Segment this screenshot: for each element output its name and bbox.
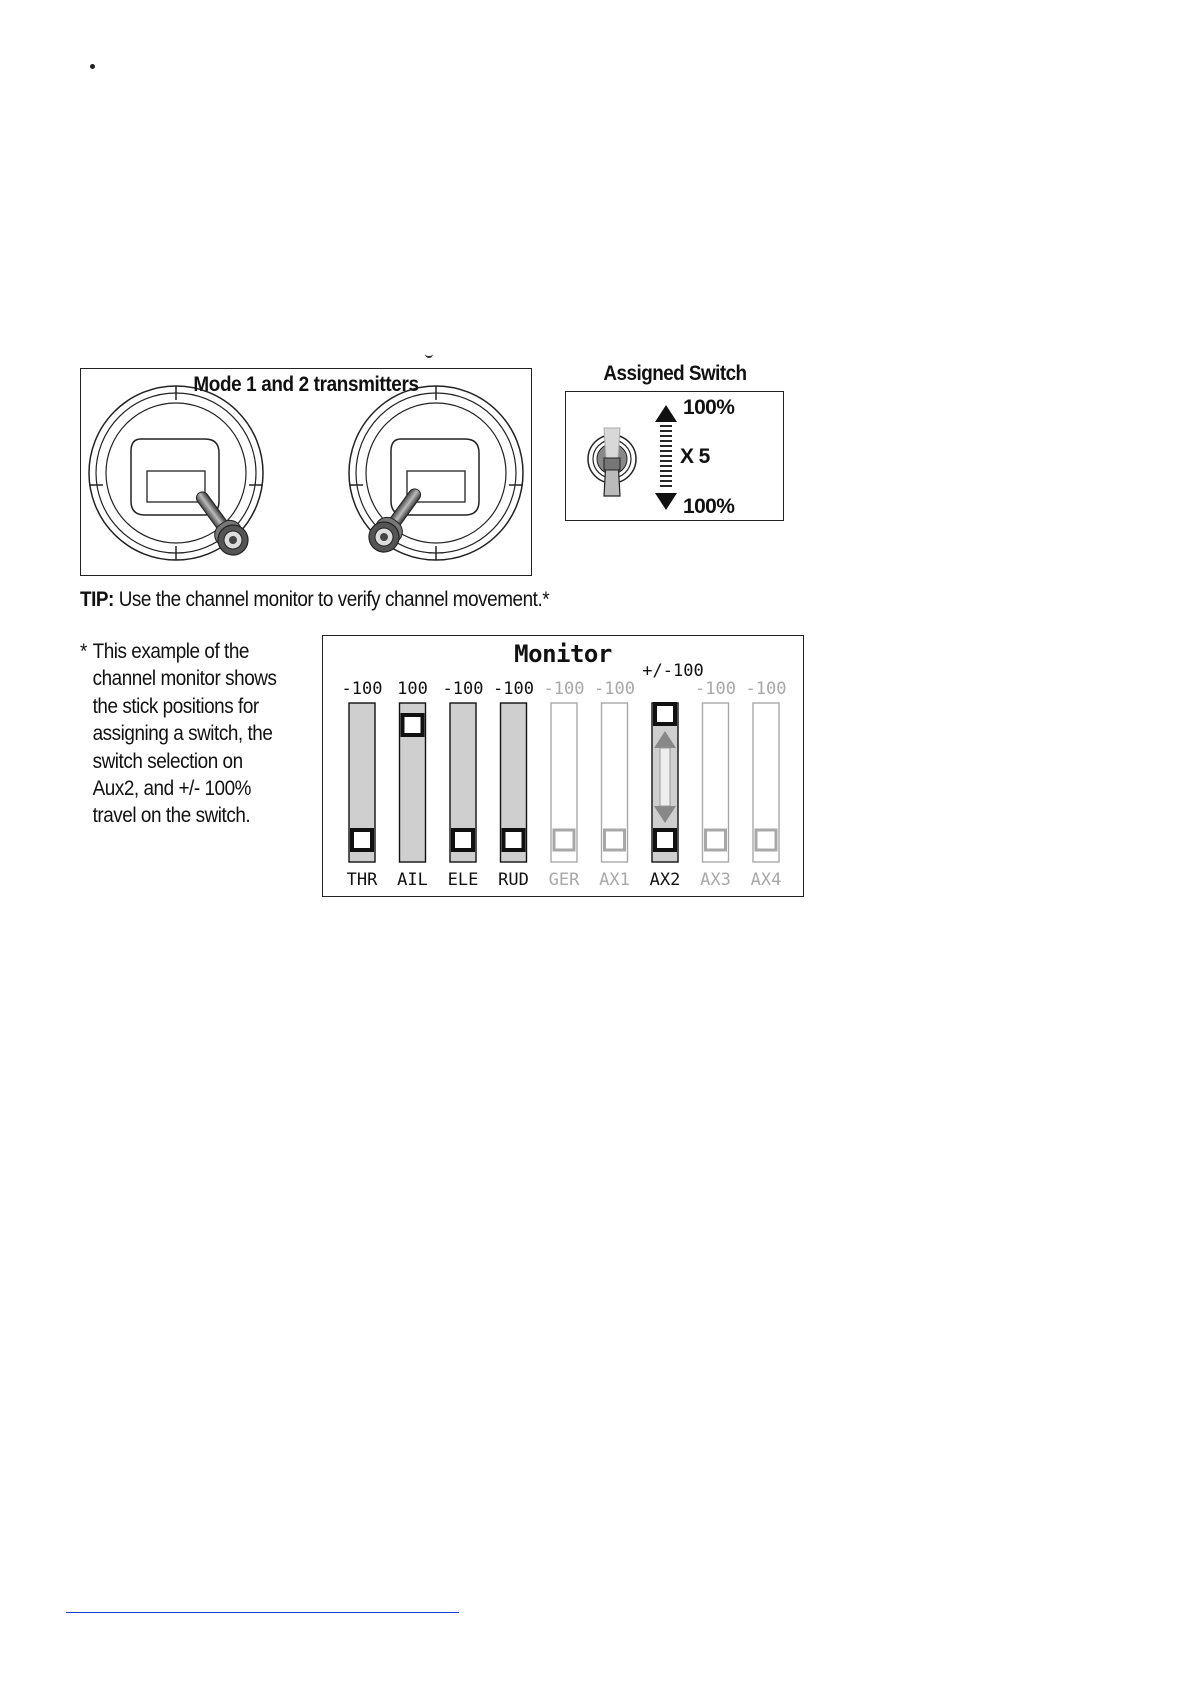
gimbal-illustration — [81, 369, 533, 577]
channel-value-ele: -100 — [442, 679, 484, 699]
channel-marker-top-ax2 — [655, 704, 675, 724]
channel-value-ax4: -100 — [745, 679, 787, 699]
tip-body: Use the channel monitor to verify channel movement.* — [118, 588, 550, 611]
right-gimbal-icon — [349, 386, 523, 560]
sticks-figure — [80, 368, 532, 576]
footer-link-underline — [66, 1612, 459, 1613]
channel-marker-ax1 — [605, 830, 625, 850]
channel-monitor-screen — [322, 635, 804, 897]
footnote-line: Aux2, and +/- 100% — [92, 777, 252, 801]
footnote-line: * This example of the — [80, 638, 276, 665]
channel-marker-thr — [352, 830, 372, 850]
toggle-switch-icon — [566, 392, 785, 522]
channel-bars — [323, 636, 805, 898]
footnote-line: switch selection on — [92, 749, 243, 773]
channel-name-ax4: AX4 — [750, 870, 782, 890]
cropped-glyph — [425, 353, 433, 358]
channel-value-ger: -100 — [543, 679, 585, 699]
channel-name-ele: ELE — [447, 870, 479, 890]
channel-marker-ail — [403, 715, 423, 735]
footnote — [80, 638, 276, 830]
footnote-line: assigning a switch, the — [92, 722, 273, 746]
arrow-shaft-icon — [660, 748, 670, 806]
channel-value-rud: -100 — [493, 679, 534, 699]
bullet-dot — [90, 64, 95, 69]
footnote-line: the stick positions for — [92, 694, 259, 718]
footnote-star: * — [80, 640, 87, 663]
channel-marker-ger — [554, 830, 574, 850]
sticks-figure-title: Mode 1 and 2 transmitters — [193, 373, 419, 396]
channel-marker-ele — [453, 830, 473, 850]
channel-value-ail: 100 — [397, 679, 428, 699]
switch-multiplier-label: X 5 — [680, 445, 710, 468]
channel-marker-bottom-ax2 — [655, 830, 675, 850]
assigned-switch-title: Assigned Switch — [603, 362, 747, 385]
channel-name-ax3: AX3 — [700, 870, 731, 890]
monitor-title: Monitor — [514, 640, 612, 668]
switch-bottom-label: 100% — [683, 495, 735, 518]
channel-value-ax3: -100 — [695, 679, 736, 699]
footnote-line: travel on the switch. — [92, 804, 251, 828]
channel-name-rud: RUD — [498, 870, 529, 890]
assigned-switch-figure — [565, 391, 784, 521]
tip-label: TIP: — [80, 588, 114, 611]
channel-name-ger: GER — [548, 870, 580, 890]
channel-name-ail: AIL — [397, 870, 428, 890]
channel-value-thr: -100 — [341, 679, 383, 699]
channel-marker-ax3 — [706, 830, 726, 850]
channel-marker-ax4 — [756, 830, 776, 850]
channel-name-ax2: AX2 — [649, 870, 681, 890]
channel-name-ax1: AX1 — [599, 870, 630, 890]
left-gimbal-icon — [89, 386, 263, 561]
footnote-line: channel monitor shows — [92, 667, 277, 691]
channel-value-ax1: -100 — [594, 679, 635, 699]
channel-marker-rud — [504, 830, 524, 850]
switch-range-annotation: +/-100 — [642, 661, 704, 681]
switch-top-label: 100% — [683, 396, 735, 419]
tip-text — [80, 588, 549, 612]
channel-name-thr: THR — [346, 870, 378, 890]
